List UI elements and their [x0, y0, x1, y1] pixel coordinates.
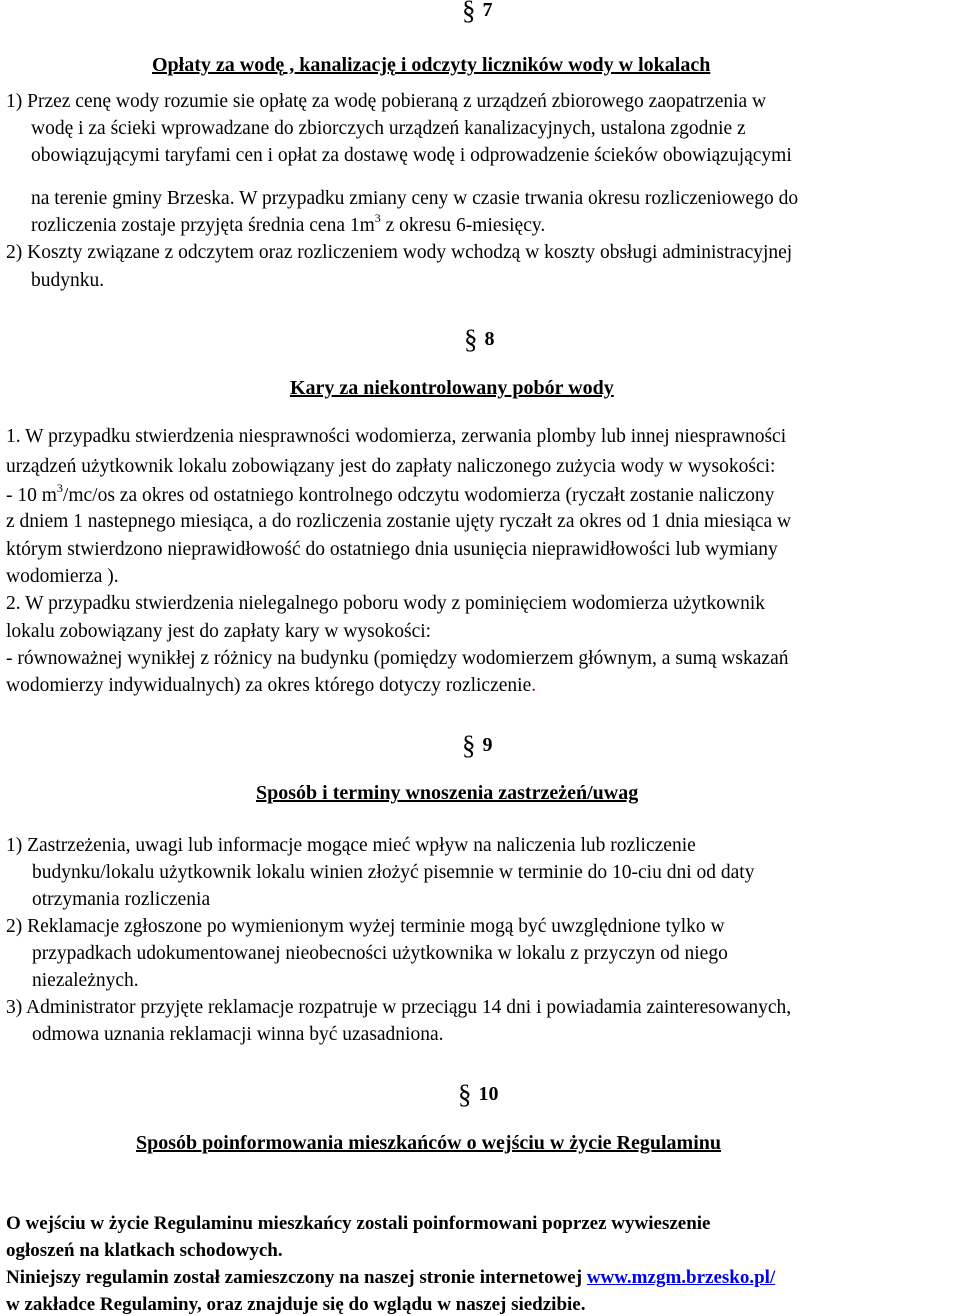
- notice-line: w zakładce Regulaminy, oraz znajduje się do wglądu w naszej siedzibie.: [6, 1294, 586, 1315]
- list-item-line: budynku/lokalu użytkownik lokalu winien złożyć pisemnie w terminie do 10-ciu dni od daty: [32, 862, 755, 883]
- paragraph-line: którym stwierdzono nieprawidłowość do ostatniego dnia usunięcia nieprawidłowości lub wymiany: [6, 539, 778, 560]
- section-8-number: [464, 323, 495, 354]
- list-item-line: odmowa uznania reklamacji winna być uzasadniona.: [32, 1024, 444, 1045]
- section-7-number: [462, 0, 493, 25]
- section-7-title: Opłaty za wodę , kanalizację i odczyty liczników wody w lokalach: [152, 54, 711, 76]
- section-symbol: §: [462, 0, 476, 25]
- section-9-title: Sposób i terminy wnoszenia zastrzeżeń/uwag: [256, 782, 639, 804]
- paragraph-line: rozliczenia zostaje przyjęta średnia cena $1m^3$ z okresu 6-miesięcy.: [31, 210, 546, 236]
- paragraph-line: 2. W przypadku stwierdzenia nielegalnego poboru wody z pominięciem wodomierza użytkownik: [6, 593, 766, 614]
- section-symbol: §: [464, 324, 478, 354]
- notice-line: O wejściu w życie Regulaminu mieszkańcy zostali poinformowani poprzez wywieszenie: [6, 1213, 711, 1234]
- section-symbol: §: [462, 730, 476, 760]
- list-item-line: 1) Zastrzeżenia, uwagi lub informacje mogące mieć wpływ na naliczenia lub rozliczenie: [6, 835, 696, 856]
- list-item-line: przypadkach udokumentowanej nieobecności użytkownika w lokalu z przyczyn od niego: [32, 943, 728, 964]
- paragraph-line: 2) Koszty związane z odczytem oraz rozliczeniem wody wchodzą w koszty obsługi administracyjnej: [6, 242, 793, 263]
- paragraph-line: lokalu zobowiązany jest do zapłaty kary w wysokości:: [6, 621, 432, 642]
- list-item-line: niezależnych.: [32, 970, 139, 991]
- paragraph-line: 1) Przez cenę wody rozumie sie opłatę za wodę pobieraną z urządzeń zbiorowego zaopatrzenia w: [6, 91, 767, 112]
- section-number: 8: [484, 328, 495, 350]
- section-8-title: Kary za niekontrolowany pobór wody: [290, 377, 614, 399]
- paragraph-line: - 10 $m^3/mc/os$ za okres od ostatniego kontrolnego odczytu wodomierza (ryczałt zostanie naliczony: [6, 480, 775, 506]
- paragraph-line: z dniem 1 nastepnego miesiąca, a do rozliczenia zostanie ujęty ryczałt za okres od 1 dnia miesiąca w: [6, 511, 792, 532]
- list-item-line: 2) Reklamacje zgłoszone po wymienionym wyżej terminie mogą być uwzględnione tylko w: [6, 916, 725, 937]
- section-symbol: §: [458, 1079, 472, 1109]
- list-item-line: 3) Administrator przyjęte reklamacje rozpatruje w przeciągu 14 dni i powiadamia zainteresowanych,: [6, 997, 792, 1018]
- section-10-number: [458, 1078, 499, 1109]
- paragraph-line: obowiązującymi taryfami cen i opłat za dostawę wodę i odprowadzenie ścieków obowiązującymi: [31, 145, 792, 166]
- paragraph-line: 1. W przypadku stwierdzenia niesprawności wodomierza, zerwania plomby lub innej niesprawności: [6, 426, 787, 447]
- paragraph-line: budynku.: [31, 270, 105, 291]
- list-item-line: otrzymania rozliczenia: [32, 889, 211, 910]
- paragraph-line: wodomierza ).: [6, 566, 119, 587]
- section-number: 10: [478, 1083, 499, 1105]
- paragraph-line: - równoważnej wynikłej z różnicy na budynku (pomiędzy wodomierzem głównym, a sumą wskazań: [6, 648, 789, 669]
- paragraph-line: na terenie gminy Brzeska. W przypadku zmiany ceny w czasie trwania okresu rozliczeniowego do: [31, 188, 799, 209]
- section-9-number: [462, 729, 493, 760]
- section-number: 7: [482, 0, 493, 21]
- notice-line: ogłoszeń na klatkach schodowych.: [6, 1240, 283, 1261]
- notice-line: Niniejszy regulamin został zamieszczony na naszej stronie internetowej www.mzgm.brzesko.pl/: [6, 1267, 776, 1288]
- website-link[interactable]: www.mzgm.brzesko.pl/: [586, 1267, 776, 1288]
- paragraph-line: urządzeń użytkownik lokalu zobowiązany jest do zapłaty naliczonego zużycia wody w wysokości:: [6, 456, 776, 477]
- paragraph-line: wodomierzy indywidualnych) za okres którego dotyczy rozliczenie.: [6, 675, 537, 696]
- section-10-title: Sposób poinformowania mieszkańców o wejściu w życie Regulaminu: [136, 1132, 722, 1154]
- section-number: 9: [482, 734, 493, 756]
- paragraph-line: wodę i za ścieki wprowadzane do zbiorczych urządzeń kanalizacyjnych, ustalona zgodnie z: [31, 118, 746, 139]
